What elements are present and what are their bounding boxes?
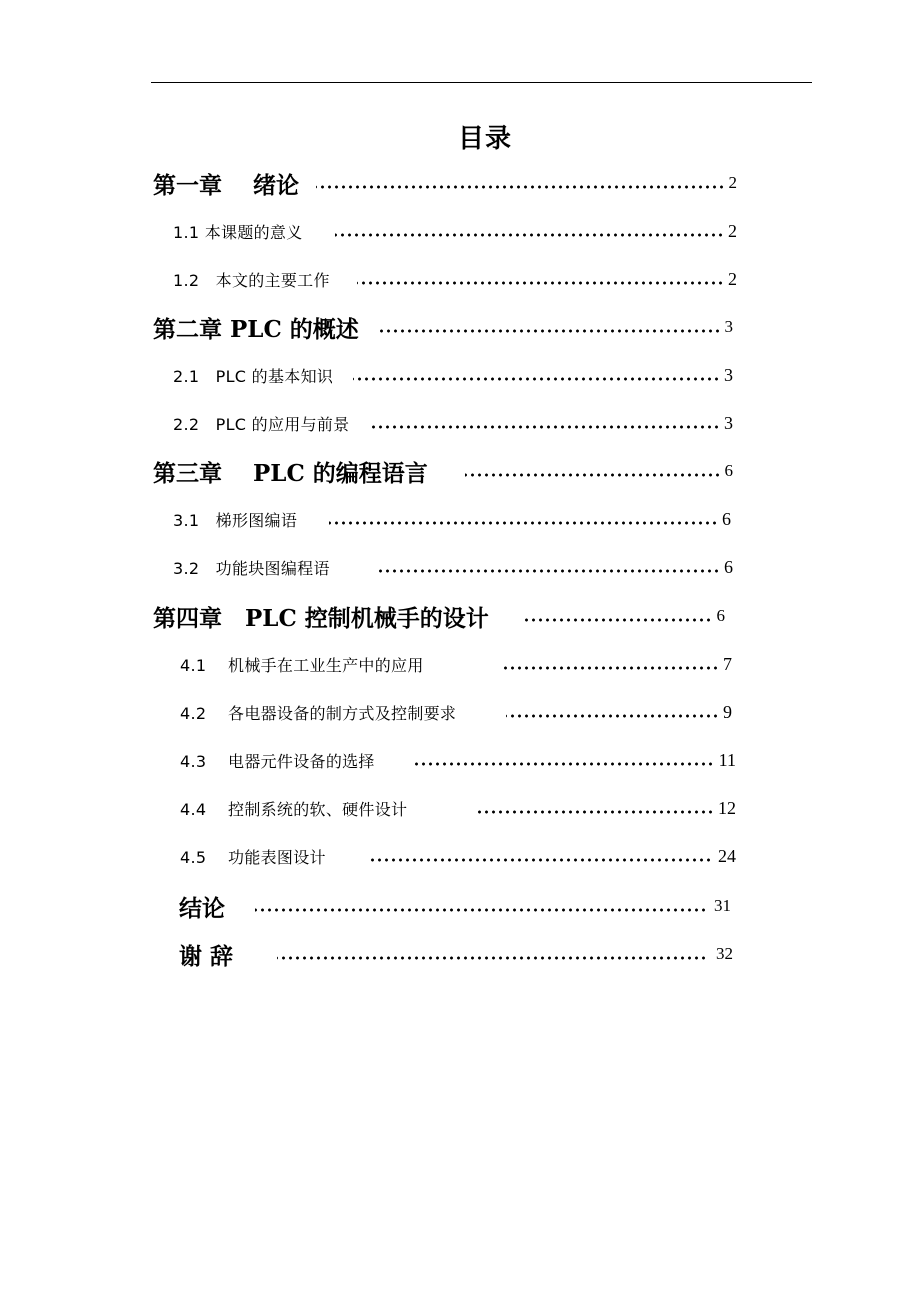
dot-leader [506,711,719,721]
toc-entry-page: 6 [722,509,731,529]
toc-entry-conclusion[interactable] [179,889,731,923]
dot-leader [377,566,720,576]
toc-entry-section-4-5[interactable] [180,839,736,873]
toc-entry-label: 1.2 本文的主要工作 [173,270,330,290]
toc-entry-section-3-2[interactable] [173,550,733,584]
dot-leader [255,905,707,915]
toc-entry-page: 6 [724,557,733,577]
dot-leader [504,663,719,673]
dot-leader [370,855,712,865]
toc-entry-section-4-3[interactable] [180,743,736,777]
toc-entry-acknowledgements[interactable] [179,937,733,971]
toc-entry-label: 2.1 PLC 的基本知识 [173,366,334,386]
toc-entry-section-4-1[interactable] [180,647,732,681]
dot-leader [378,326,721,336]
dot-leader [369,422,720,432]
dot-leader [335,230,724,240]
toc-entry-label: 第四章 PLC 控制机械手的设计 [153,604,489,632]
dot-leader [465,470,721,480]
dot-leader [478,807,714,817]
toc-entry-page: 12 [718,798,736,818]
toc-entry-section-3-1[interactable] [173,502,731,536]
toc-entry-label: 1.1 本课题的意义 [173,222,303,242]
toc-entry-page: 32 [716,944,733,963]
toc-title: 目录 [457,124,512,154]
toc-entry-page: 3 [724,413,733,433]
toc-entry-label: 4.2 各电器设备的制方式及控制要求 [180,703,457,723]
toc-entry-section-1-2[interactable] [173,262,737,296]
dot-leader [412,759,714,769]
toc-entry-chapter-3[interactable] [153,454,733,488]
toc-entry-label: 4.4 控制系统的软、硬件设计 [180,799,408,819]
toc-entry-label: 4.5 功能表图设计 [180,847,326,867]
toc-entry-page: 3 [724,365,733,385]
toc-entry-page: 6 [716,606,725,625]
toc-entry-page: 2 [728,173,737,192]
toc-entry-label: 3.1 梯形图编语 [173,510,298,530]
toc-entry-label: 谢 辞 [179,942,234,970]
toc-entry-section-4-2[interactable] [180,695,732,729]
dot-leader [353,374,720,384]
toc-entry-label: 第一章 绪论 [153,171,300,199]
toc-entry-section-1-1[interactable] [173,214,737,248]
dot-leader [316,182,725,192]
toc-entry-page: 31 [714,896,731,915]
toc-entry-section-4-4[interactable] [180,791,736,825]
toc-entry-page: 2 [728,221,737,241]
dot-leader [277,953,707,963]
toc-entry-label: 3.2 功能块图编程语 [173,558,330,578]
toc-entry-label: 第三章 PLC 的编程语言 [153,459,428,487]
toc-entry-label: 4.1 机械手在工业生产中的应用 [180,655,424,675]
toc-entry-chapter-2[interactable] [153,310,733,344]
toc-entry-chapter-1[interactable] [153,166,737,200]
toc-entry-chapter-4[interactable] [153,599,725,633]
toc-entry-page: 7 [723,654,732,674]
toc-entry-page: 6 [724,461,733,480]
toc-entry-page: 11 [718,750,736,770]
toc-entry-section-2-2[interactable] [173,406,733,440]
toc-entry-section-2-1[interactable] [173,358,733,392]
toc-entry-label: 2.2 PLC 的应用与前景 [173,414,350,434]
toc-entry-label: 4.3 电器元件设备的选择 [180,751,375,771]
toc-entry-page: 9 [723,702,732,722]
toc-entry-page: 2 [728,269,737,289]
toc-entry-label: 结论 [179,894,225,922]
dot-leader [521,615,712,625]
toc-entry-page: 3 [724,317,733,336]
toc-entry-page: 24 [718,846,736,866]
dot-leader [329,518,718,528]
toc-entry-label: 第二章 PLC 的概述 [153,315,359,343]
dot-leader [357,278,724,288]
